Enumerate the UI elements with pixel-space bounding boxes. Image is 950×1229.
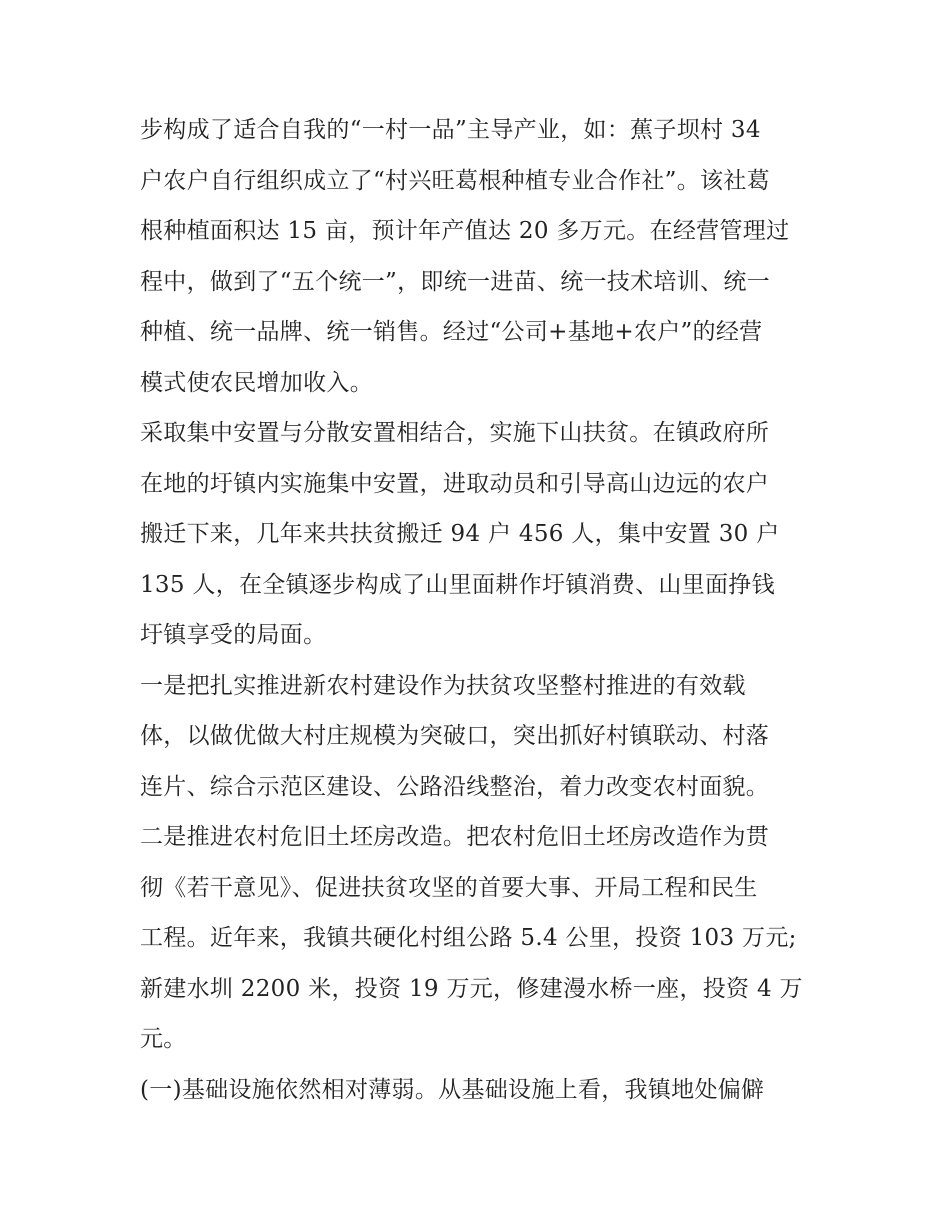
paragraph-housing-renovation	[140, 812, 820, 1065]
paragraph-relocation	[140, 408, 820, 661]
text-line: 步构成了适合自我的“一村一品”主导产业，如：蕉子坝村 34	[140, 117, 761, 143]
text-line: 体，以做优做大村庄规模为突破口，突出抓好村镇联动、村落	[140, 723, 770, 749]
text-line: 搬迁下来，几年来共扶贫搬迁 94 户 456 人，集中安置 30 户	[140, 521, 780, 547]
text-line: 连片、综合示范区建设、公路沿线整治，着力改变农村面貌。	[140, 773, 770, 800]
text-line: 一是把扎实推进新农村建设作为扶贫攻坚整村推进的有效载	[140, 672, 746, 699]
text-line: 圩镇享受的局面。	[140, 622, 327, 648]
text-line: 在地的圩镇内实施集中安置，进取动员和引导高山边远的农户	[140, 470, 770, 497]
text-line: 工程。近年来，我镇共硬化村组公路 5.4 公里，投资 103 万元;	[140, 925, 797, 951]
paragraph-infrastructure	[140, 1065, 820, 1116]
text-line: 采取集中安置与分散安置相结合，实施下山扶贫。在镇政府所	[140, 420, 770, 446]
text-line: 种植、统一品牌、统一销售。经过“公司+基地+农户”的经营	[140, 319, 763, 345]
text-line: 元。	[140, 1026, 187, 1052]
text-line: 新建水圳 2200 米，投资 19 万元，修建漫水桥一座，投资 4 万	[140, 975, 803, 1002]
text-line: 根种植面积达 15 亩，预计年产值达 20 多万元。在经营管理过	[140, 218, 790, 244]
text-line: 模式使农民增加收入。	[140, 369, 373, 396]
document-body	[140, 105, 820, 1115]
text-line: 户农户自行组织成立了“村兴旺葛根种植专业合作社”。该社葛	[140, 167, 770, 194]
text-line: 彻《若干意见》、促进扶贫攻坚的首要大事、开局工程和民生	[140, 874, 758, 901]
paragraph-new-rural-construction	[140, 661, 820, 813]
text-line: 程中，做到了“五个统一”，即统一进苗、统一技术培训、统一	[140, 268, 770, 295]
text-line: 135 人，在全镇逐步构成了山里面耕作圩镇消费、山里面挣钱	[140, 571, 775, 598]
paragraph-one-village-one-product	[140, 105, 820, 408]
text-line: 二是推进农村危旧土坯房改造。把农村危旧土坯房改造作为贯	[140, 824, 770, 850]
text-line: (一)基础设施依然相对薄弱。从基础设施上看，我镇地处偏僻	[140, 1076, 765, 1103]
